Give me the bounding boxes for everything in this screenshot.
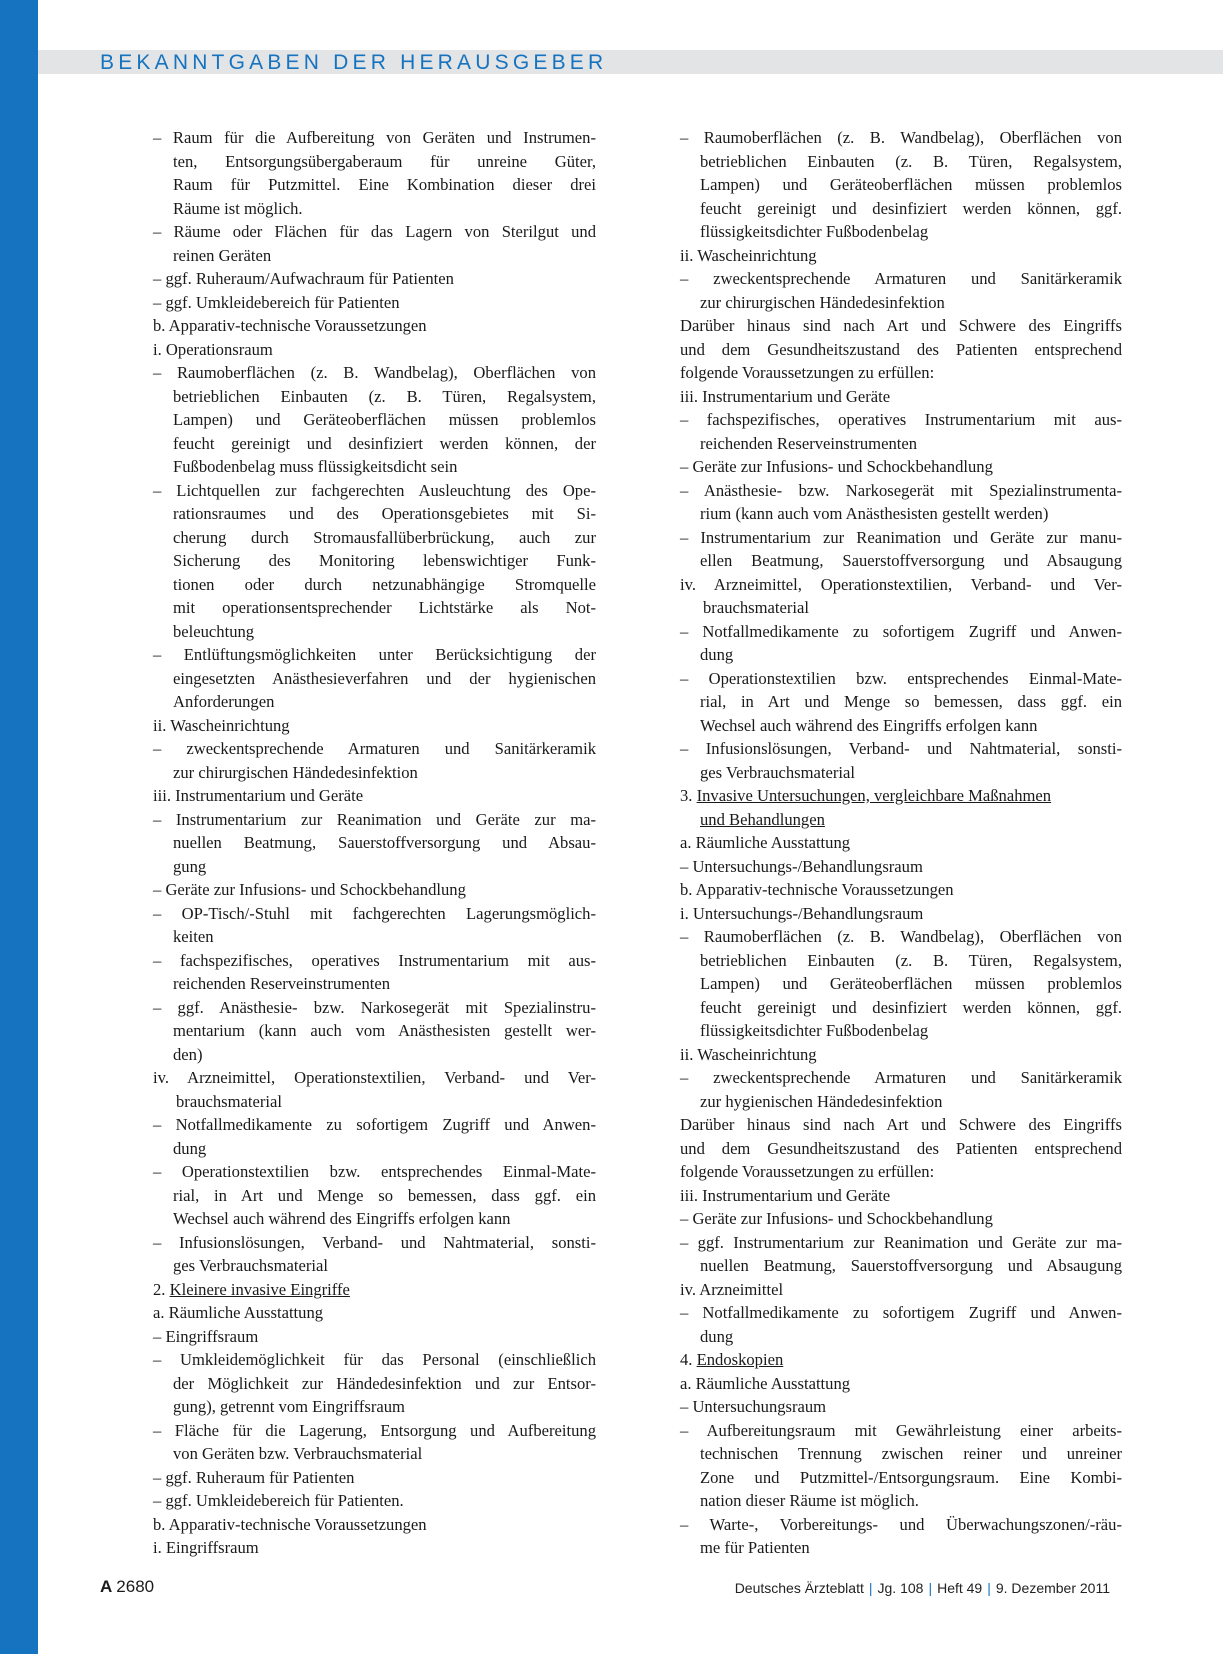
line-text: betrieblichen Einbauten (z. B. Türen, Regalsystem, <box>173 386 596 406</box>
line-text: ges Verbrauchsmaterial <box>700 762 855 782</box>
text-line <box>680 855 1122 879</box>
text-line <box>680 1090 1122 1114</box>
text-line <box>153 690 596 714</box>
journal-issue: Heft 49 <box>937 1580 983 1596</box>
line-text: 2. <box>153 1279 170 1299</box>
line-text: – Geräte zur Infusions- und Schockbehandlung <box>153 880 466 899</box>
line-text: b. Apparativ-technische Voraussetzungen <box>153 1514 427 1534</box>
line-text: b. Apparativ-technische Voraussetzungen <box>680 880 954 899</box>
line-text: – ggf. Umkleidebereich für Patienten <box>153 292 400 312</box>
line-text: – OP-Tisch/-Stuhl mit fachgerechten Lagerungsmöglich- <box>153 903 596 923</box>
text-line <box>680 878 1122 902</box>
text-line <box>153 150 596 174</box>
text-line <box>680 1466 1122 1490</box>
line-text: rial, in Art und Menge so bemessen, dass ggf. ein <box>173 1185 596 1205</box>
text-line <box>680 784 1122 808</box>
line-text: – Lichtquellen zur fachgerechten Ausleuchtung des Ope- <box>153 480 596 500</box>
line-text: – Instrumentarium zur Reanimation und Geräte zur ma- <box>153 809 596 829</box>
line-text: reinen Geräten <box>173 245 272 265</box>
line-text: ten, Entsorgungsübergaberaum für unreine Güter, <box>173 151 596 171</box>
text-line <box>680 479 1122 503</box>
section-heading: Endoskopien <box>696 1350 784 1369</box>
text-line <box>153 1278 596 1302</box>
text-line <box>680 1019 1122 1043</box>
line-text: – zweckentsprechende Armaturen und Sanitärkeramik <box>153 739 596 758</box>
line-text: Wechsel auch während des Eingriffs erfolgen kann <box>173 1209 511 1228</box>
line-text: ges Verbrauchsmaterial <box>173 1256 328 1275</box>
text-line <box>680 1372 1122 1396</box>
text-line <box>680 150 1122 174</box>
section-heading: und Behandlungen <box>700 809 825 829</box>
line-text: – fachspezifisches, operatives Instrumentarium mit aus- <box>680 410 1122 429</box>
line-text: – ggf. Umkleidebereich für Patienten. <box>153 1491 404 1510</box>
line-text: – zweckentsprechende Armaturen und Sanitärkeramik <box>680 269 1122 288</box>
line-text: mentarium (kann auch vom Anästhesisten gestellt wer- <box>173 1021 596 1040</box>
line-text: – Raumoberflächen (z. B. Wandbelag), Oberflächen von <box>153 363 596 382</box>
line-text: feucht gereinigt und desinfiziert werden können, ggf. <box>700 997 1122 1017</box>
line-text: – ggf. Ruheraum für Patienten <box>153 1467 355 1487</box>
line-text: – Notfallmedikamente zu sofortigem Zugriff und Anwen- <box>153 1115 596 1134</box>
text-line <box>153 126 596 150</box>
text-line <box>153 643 596 667</box>
text-line <box>153 1513 596 1537</box>
line-text: zur hygienischen Händedesinfektion <box>700 1091 943 1111</box>
line-text: Anforderungen <box>173 692 275 711</box>
footer-separator: | <box>987 1580 991 1596</box>
line-text: Räume ist möglich. <box>173 198 303 218</box>
line-text: folgende Voraussetzungen zu erfüllen: <box>680 1162 935 1181</box>
line-text: – Raumoberflächen (z. B. Wandbelag), Oberflächen von <box>680 927 1122 946</box>
line-text: a. Räumliche Ausstattung <box>680 833 851 852</box>
text-line <box>153 667 596 691</box>
line-text: – Geräte zur Infusions- und Schockbehandlung <box>680 1209 993 1228</box>
text-line <box>680 526 1122 550</box>
line-text: Lampen) und Geräteoberflächen müssen problemlos <box>700 974 1122 993</box>
line-text: brauchsmaterial <box>703 598 809 617</box>
text-line <box>680 949 1122 973</box>
text-line <box>680 1442 1122 1466</box>
line-text: betrieblichen Einbauten (z. B. Türen, Regalsystem, <box>700 950 1122 970</box>
line-text: Lampen) und Geräteoberflächen müssen problemlos <box>700 175 1122 194</box>
line-text: – Infusionslösungen, Verband- und Nahtmaterial, sonsti- <box>680 739 1122 758</box>
line-text: gung), getrennt vom Eingriffsraum <box>173 1397 405 1416</box>
text-line <box>680 1207 1122 1231</box>
line-text: betrieblichen Einbauten (z. B. Türen, Regalsystem, <box>700 151 1122 171</box>
text-line <box>153 244 596 268</box>
text-line <box>153 1442 596 1466</box>
line-text: beleuchtung <box>173 621 255 641</box>
text-line <box>680 1489 1122 1513</box>
line-text: – Infusionslösungen, Verband- und Nahtmaterial, sonsti- <box>153 1232 596 1252</box>
text-line <box>153 197 596 221</box>
text-line <box>153 1207 596 1231</box>
text-line <box>153 1066 596 1090</box>
text-line <box>680 667 1122 691</box>
line-text: gung <box>173 856 207 876</box>
left-color-stripe <box>0 0 38 1654</box>
text-line <box>153 502 596 526</box>
line-text: i. Operationsraum <box>153 339 273 359</box>
line-text: eingesetzten Anästhesieverfahren und der hygienischen <box>173 668 596 688</box>
line-text: rial, in Art und Menge so bemessen, dass ggf. ein <box>700 692 1122 711</box>
line-text: brauchsmaterial <box>176 1091 282 1111</box>
text-line <box>153 761 596 785</box>
line-text: – Eingriffsraum <box>153 1326 259 1346</box>
line-text: iv. Arzneimittel, Operationstextilien, Verband- und Ver- <box>680 574 1122 594</box>
text-line <box>153 291 596 315</box>
line-text: und dem Gesundheitszustand des Patienten entsprechend <box>680 1138 1122 1158</box>
section-heading: Kleinere invasive Eingriffe <box>169 1279 350 1299</box>
text-line <box>153 267 596 291</box>
text-line <box>680 972 1122 996</box>
text-line <box>153 808 596 832</box>
line-text: flüssigkeitsdichter Fußbodenbelag <box>700 1021 929 1040</box>
text-line <box>153 1231 596 1255</box>
line-text: feucht gereinigt und desinfiziert werden können, ggf. <box>700 198 1122 218</box>
text-line <box>680 1348 1122 1372</box>
text-line <box>680 596 1122 620</box>
text-line <box>153 737 596 761</box>
text-line <box>153 220 596 244</box>
text-line <box>680 925 1122 949</box>
line-text: Darüber hinaus sind nach Art und Schwere des Eingriffs <box>680 1115 1122 1134</box>
text-line <box>153 925 596 949</box>
right-text-column <box>680 126 1122 1560</box>
line-text: i. Untersuchungs-/Behandlungsraum <box>680 903 924 923</box>
line-text: reichenden Reserveinstrumenten <box>700 433 918 453</box>
text-line <box>680 361 1122 385</box>
text-line <box>680 126 1122 150</box>
text-line <box>153 1395 596 1419</box>
line-text: b. Apparativ-technische Voraussetzungen <box>153 316 427 335</box>
line-text: ii. Wascheinrichtung <box>680 245 817 265</box>
text-line <box>680 197 1122 221</box>
line-text: iii. Instrumentarium und Geräte <box>680 386 891 406</box>
line-text: mit operationsentsprechender Lichtstärke als Not- <box>173 598 596 617</box>
line-text: Darüber hinaus sind nach Art und Schwere des Eingriffs <box>680 316 1122 335</box>
text-line <box>153 408 596 432</box>
footer-publication-info <box>735 1577 1110 1599</box>
text-line <box>153 455 596 479</box>
line-text: dung <box>700 1326 734 1346</box>
line-text: – Entlüftungsmöglichkeiten unter Berücksichtigung der <box>153 645 596 664</box>
text-line <box>680 338 1122 362</box>
text-line <box>153 620 596 644</box>
line-text: – ggf. Anästhesie- bzw. Narkosegerät mit Spezialinstru- <box>153 997 596 1017</box>
text-line <box>153 855 596 879</box>
page-number <box>100 1576 154 1598</box>
text-line <box>680 1254 1122 1278</box>
text-line <box>153 338 596 362</box>
page-prefix: A <box>100 1577 113 1596</box>
text-line <box>153 432 596 456</box>
text-line <box>680 808 1122 832</box>
text-line <box>153 1184 596 1208</box>
line-text: den) <box>173 1044 203 1064</box>
line-text: folgende Voraussetzungen zu erfüllen: <box>680 363 935 382</box>
line-text: Fußbodenbelag muss flüssigkeitsdicht sein <box>173 457 458 476</box>
text-line <box>680 714 1122 738</box>
line-text: i. Eingriffsraum <box>153 1538 259 1557</box>
text-line <box>680 502 1122 526</box>
text-line <box>680 831 1122 855</box>
text-line <box>680 1231 1122 1255</box>
text-line <box>153 1348 596 1372</box>
line-text: 3. <box>680 786 697 805</box>
text-line <box>680 244 1122 268</box>
line-text: dung <box>173 1138 207 1158</box>
line-text: – Fläche für die Lagerung, Entsorgung und Aufbereitung <box>153 1420 596 1440</box>
line-text: Wechsel auch während des Eingriffs erfolgen kann <box>700 715 1038 735</box>
line-text: – Raumoberflächen (z. B. Wandbelag), Oberflächen von <box>680 128 1122 147</box>
text-line <box>680 620 1122 644</box>
line-text: – Raum für die Aufbereitung von Geräten und Instrumen- <box>153 128 596 147</box>
section-heading: Invasive Untersuchungen, vergleichbare Maßnahmen <box>696 786 1052 805</box>
text-line <box>153 1137 596 1161</box>
text-line <box>680 1419 1122 1443</box>
text-line <box>153 479 596 503</box>
text-line <box>153 596 596 620</box>
journal-date: 9. Dezember 2011 <box>995 1580 1110 1596</box>
text-line <box>680 267 1122 291</box>
text-line <box>153 573 596 597</box>
line-text: Zone und Putzmittel-/Entsorgungsraum. Eine Kombi- <box>700 1467 1122 1487</box>
line-text: technischen Trennung zwischen reiner und unreiner <box>700 1444 1122 1463</box>
line-text: reichenden Reserveinstrumenten <box>173 974 391 993</box>
text-line <box>680 173 1122 197</box>
text-line <box>680 1395 1122 1419</box>
line-text: a. Räumliche Ausstattung <box>153 1303 324 1322</box>
footer-separator: | <box>868 1580 873 1596</box>
left-text-column <box>153 126 596 1560</box>
text-line <box>153 1301 596 1325</box>
text-line <box>680 1278 1122 1302</box>
line-text: Sicherung des Monitoring lebenswichtiger Funk- <box>173 551 596 570</box>
line-text: – zweckentsprechende Armaturen und Sanitärkeramik <box>680 1068 1122 1087</box>
text-line <box>680 643 1122 667</box>
line-text: keiten <box>173 927 214 946</box>
line-text: – ggf. Instrumentarium zur Reanimation und Geräte zur ma- <box>680 1232 1122 1252</box>
line-text: – Geräte zur Infusions- und Schockbehandlung <box>680 457 993 476</box>
text-line <box>153 831 596 855</box>
text-line <box>680 408 1122 432</box>
text-line <box>680 690 1122 714</box>
line-text: iii. Instrumentarium und Geräte <box>153 786 364 805</box>
text-line <box>680 455 1122 479</box>
text-line <box>153 173 596 197</box>
line-text: nuellen Beatmung, Sauerstoffversorgung und Absau- <box>173 833 596 852</box>
text-line <box>680 1160 1122 1184</box>
text-line <box>680 220 1122 244</box>
text-line <box>153 549 596 573</box>
text-line <box>153 784 596 808</box>
line-text: – Notfallmedikamente zu sofortigem Zugriff und Anwen- <box>680 621 1122 641</box>
text-line <box>680 549 1122 573</box>
text-line <box>680 432 1122 456</box>
line-text: zur chirurgischen Händedesinfektion <box>173 762 418 782</box>
page-number-value: 2680 <box>116 1577 155 1596</box>
section-header-title: BEKANNTGABEN DER HERAUSGEBER <box>100 51 608 74</box>
line-text: me für Patienten <box>700 1538 810 1557</box>
text-line <box>680 1113 1122 1137</box>
line-text: – Anästhesie- bzw. Narkosegerät mit Spezialinstrumenta- <box>680 480 1122 500</box>
text-line <box>680 996 1122 1020</box>
text-line <box>153 878 596 902</box>
text-line <box>680 1043 1122 1067</box>
journal-name: Deutsches Ärzteblatt <box>734 1580 864 1596</box>
text-line <box>153 1466 596 1490</box>
text-line <box>153 1536 596 1560</box>
text-line <box>680 1184 1122 1208</box>
line-text: dung <box>700 645 734 664</box>
text-line <box>680 1536 1122 1560</box>
line-text: cherung durch Stromausfallüberbrückung, auch zur <box>173 527 596 547</box>
text-line <box>680 385 1122 409</box>
text-line <box>153 361 596 385</box>
text-line <box>153 972 596 996</box>
text-line <box>680 902 1122 926</box>
line-text: Lampen) und Geräteoberflächen müssen problemlos <box>173 410 596 429</box>
line-text: Raum für Putzmittel. Eine Kombination dieser drei <box>173 175 596 194</box>
text-line <box>153 1254 596 1278</box>
line-text: a. Räumliche Ausstattung <box>680 1373 851 1393</box>
line-text: nuellen Beatmung, Sauerstoffversorgung und Absaugung <box>700 1256 1122 1275</box>
text-line <box>153 1419 596 1443</box>
text-line <box>680 1137 1122 1161</box>
text-line <box>153 1325 596 1349</box>
line-text: – Untersuchungsraum <box>680 1397 827 1416</box>
line-text: rationsraumes und des Operationsgebietes mit Si- <box>173 504 596 523</box>
line-text: 4. <box>680 1350 697 1369</box>
text-line <box>153 1372 596 1396</box>
text-line <box>680 761 1122 785</box>
line-text: – Warte-, Vorbereitungs- und Überwachungszonen/-räu- <box>680 1514 1122 1534</box>
text-line <box>153 1019 596 1043</box>
line-text: – fachspezifisches, operatives Instrumentarium mit aus- <box>153 950 596 970</box>
text-line <box>153 1113 596 1137</box>
text-line <box>153 996 596 1020</box>
text-line <box>153 1090 596 1114</box>
line-text: – Aufbereitungsraum mit Gewährleistung einer arbeits- <box>680 1420 1122 1440</box>
line-text: – Umkleidemöglichkeit für das Personal (einschließlich <box>153 1350 596 1369</box>
line-text: – ggf. Ruheraum/Aufwachraum für Patienten <box>153 269 454 288</box>
line-text: flüssigkeitsdichter Fußbodenbelag <box>700 222 929 241</box>
text-line <box>680 573 1122 597</box>
footer-separator: | <box>928 1580 933 1596</box>
text-line <box>153 1489 596 1513</box>
line-text: – Operationstextilien bzw. entsprechendes Einmal-Mate- <box>680 668 1122 688</box>
line-text: ii. Wascheinrichtung <box>680 1044 817 1064</box>
text-line <box>680 1066 1122 1090</box>
text-line <box>153 1043 596 1067</box>
text-line <box>680 737 1122 761</box>
text-line <box>680 1325 1122 1349</box>
line-text: – Untersuchungs-/Behandlungsraum <box>680 856 923 876</box>
text-line <box>680 1513 1122 1537</box>
text-line <box>153 714 596 738</box>
text-line <box>153 385 596 409</box>
line-text: iv. Arzneimittel <box>680 1279 784 1299</box>
text-line <box>153 1160 596 1184</box>
line-text: – Operationstextilien bzw. entsprechendes Einmal-Mate- <box>153 1162 596 1181</box>
line-text: und dem Gesundheitszustand des Patienten entsprechend <box>680 339 1122 359</box>
text-line <box>680 1301 1122 1325</box>
line-text: iv. Arzneimittel, Operationstextilien, Verband- und Ver- <box>153 1068 596 1087</box>
text-line <box>680 291 1122 315</box>
journal-volume: Jg. 108 <box>877 1580 924 1596</box>
text-line <box>680 314 1122 338</box>
line-text: – Räume oder Flächen für das Lagern von Sterilgut und <box>153 222 596 241</box>
line-text: iii. Instrumentarium und Geräte <box>680 1185 891 1205</box>
line-text: der Möglichkeit zur Händedesinfektion und zur Entsor- <box>173 1373 596 1393</box>
text-line <box>153 902 596 926</box>
line-text: rium (kann auch vom Anästhesisten gestellt werden) <box>700 504 1049 523</box>
text-line <box>153 949 596 973</box>
line-text: feucht gereinigt und desinfiziert werden können, der <box>173 433 596 453</box>
line-text: tionen oder durch netzunabhängige Stromquelle <box>173 574 596 594</box>
line-text: nation dieser Räume ist möglich. <box>700 1491 919 1510</box>
line-text: von Geräten bzw. Verbrauchsmaterial <box>173 1444 423 1463</box>
line-text: ellen Beatmung, Sauerstoffversorgung und Absaugung <box>700 551 1122 570</box>
line-text: – Notfallmedikamente zu sofortigem Zugriff und Anwen- <box>680 1303 1122 1322</box>
line-text: ii. Wascheinrichtung <box>153 715 290 735</box>
text-line <box>153 526 596 550</box>
text-line <box>153 314 596 338</box>
line-text: – Instrumentarium zur Reanimation und Geräte zur manu- <box>680 527 1122 547</box>
line-text: zur chirurgischen Händedesinfektion <box>700 292 945 312</box>
